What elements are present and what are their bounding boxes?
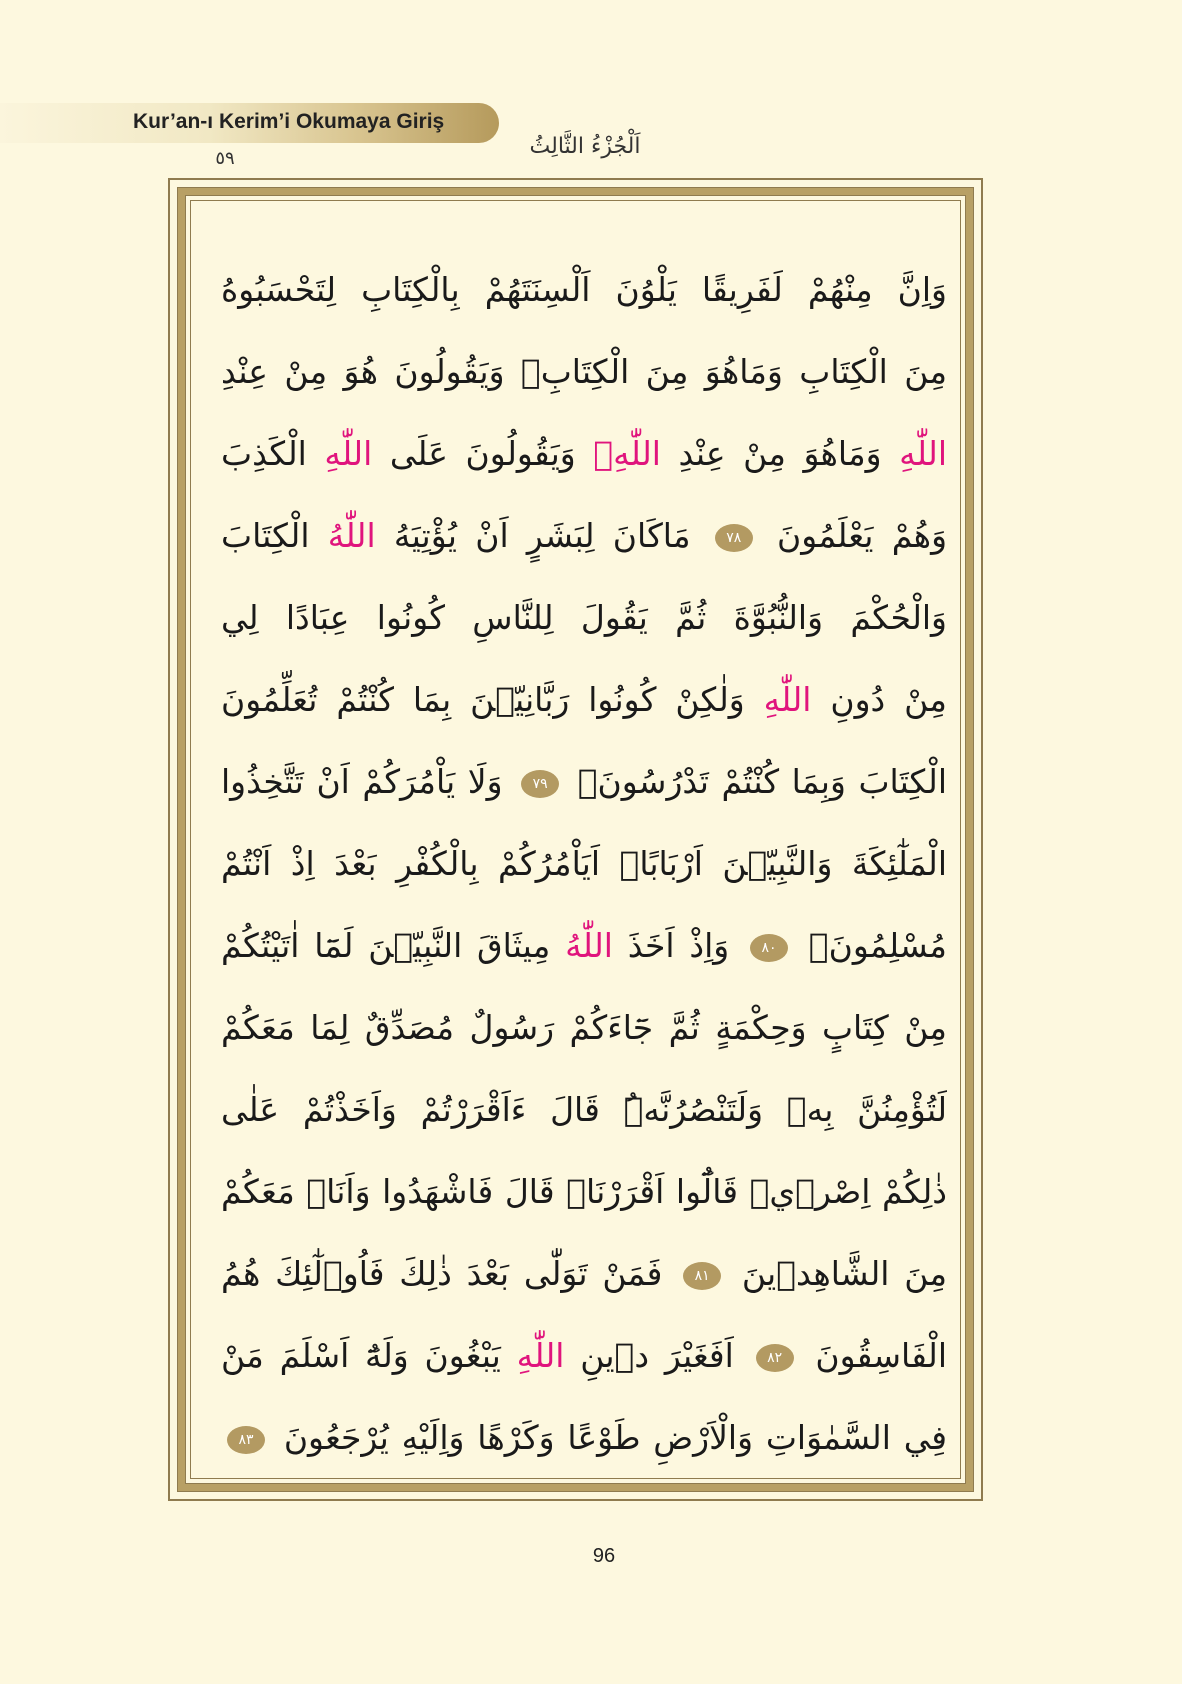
verse-line bbox=[221, 1069, 947, 1151]
inner-frame bbox=[185, 195, 966, 1484]
verse-line bbox=[221, 905, 947, 987]
verse-text: وَالْحُكْمَ وَالنُّبُوَّةَ ثُمَّ يَقُولَ لِلنَّاسِ كُونُوا عِبَادًا لِي bbox=[221, 598, 947, 637]
verse-line bbox=[221, 1151, 947, 1233]
verse-text: وَمَاهُوَ مِنْ عِنْدِ bbox=[660, 434, 900, 473]
ayah-number-badge: ٧٩ bbox=[521, 770, 559, 798]
verse-text: مِنْ دُونِ bbox=[811, 680, 947, 719]
verse-text: فِي السَّمٰوَاتِ وَالْاَرْضِ طَوْعًا وَكَرْهًا وَاِلَيْهِ يُرْجَعُونَ bbox=[271, 1418, 947, 1457]
quran-text-block bbox=[221, 249, 947, 1479]
verse-text: مِنَ الْكِتَابِ وَمَاهُوَ مِنَ الْكِتَابِۚ وَيَقُولُونَ هُوَ مِنْ عِنْدِ bbox=[221, 352, 947, 391]
ayah-number-badge: ٨٠ bbox=[750, 934, 788, 962]
verse-line bbox=[221, 987, 947, 1069]
arabic-page-number: ٥٩ bbox=[215, 148, 235, 169]
ayah-number-badge: ٨٢ bbox=[756, 1344, 794, 1372]
verse-text: الْكِتَابَ bbox=[221, 516, 328, 555]
verse-text: ۚ وَيَقُولُونَ عَلَى bbox=[372, 434, 594, 473]
verse-text: مِنْ كِتَابٍ وَحِكْمَةٍ ثُمَّ جَٓاءَكُمْ رَسُولٌ مُصَدِّقٌ لِمَا مَعَكُمْ bbox=[221, 1008, 947, 1047]
verse-text: مِنَ الشَّاهِد۪ينَ bbox=[727, 1254, 947, 1293]
verse-text: يَبْغُونَ وَلَهُٓ اَسْلَمَ مَنْ bbox=[221, 1336, 517, 1375]
page-frame bbox=[168, 178, 983, 1501]
verse-text: ذٰلِكُمْ اِصْر۪يۜ قَالُٓوا اَقْرَرْنَاۜ قَالَ فَاشْهَدُوا وَاَنَا۬ مَعَكُمْ bbox=[221, 1172, 947, 1211]
verse-text: وَهُمْ يَعْلَمُونَ bbox=[758, 516, 947, 555]
verse-text: الْكِتَابَ وَبِمَا كُنْتُمْ تَدْرُسُونَۙ bbox=[565, 762, 947, 801]
verse-text: وَلَا يَاْمُرَكُمْ اَنْ تَتَّخِذُوا bbox=[221, 762, 516, 801]
verse-line bbox=[221, 577, 947, 659]
allah-word: اللّٰهِ bbox=[763, 680, 812, 719]
verse-line bbox=[221, 1315, 947, 1397]
verse-text: فَمَنْ تَوَلّٰى بَعْدَ ذٰلِكَ فَاُو۬لٰٓئِكَ هُمُ bbox=[221, 1254, 678, 1293]
verse-text: الْمَلٰٓئِكَةَ وَالنَّبِيّ۪نَ اَرْبَابًاۜ اَيَاْمُرُكُمْ بِالْكُفْرِ بَعْدَ اِذْ اَنْتُمْ bbox=[221, 844, 947, 883]
allah-word: اللّٰهُ bbox=[565, 926, 613, 965]
allah-word: اللّٰهِ bbox=[593, 434, 661, 473]
juz-title: اَلْجُزْءُ الثَّالِثُ bbox=[529, 134, 641, 159]
verse-text: وَلٰكِنْ كُونُوا رَبَّانِيّ۪نَ بِمَا كُنْتُمْ تُعَلِّمُونَ bbox=[221, 680, 764, 719]
allah-word: اللّٰهِ bbox=[516, 1336, 565, 1375]
verse-line bbox=[221, 1233, 947, 1315]
allah-word: اللّٰهِ bbox=[324, 434, 373, 473]
ayah-number-badge: ٨١ bbox=[683, 1262, 721, 1290]
verse-line bbox=[221, 823, 947, 905]
verse-text: مِيثَاقَ النَّبِيّ۪نَ لَمَٓا اٰتَيْتُكُمْ bbox=[221, 926, 566, 965]
verse-line bbox=[221, 331, 947, 413]
allah-word: اللّٰهُ bbox=[327, 516, 376, 555]
allah-word: اللّٰهِ bbox=[899, 434, 947, 473]
ayah-number-badge: ٨٣ bbox=[227, 1426, 265, 1454]
verse-line bbox=[221, 413, 947, 495]
book-title: Kur’an-ı Kerim’i Okumaya Giriş bbox=[133, 110, 445, 133]
verse-line bbox=[221, 741, 947, 823]
verse-line bbox=[221, 249, 947, 331]
gold-frame-band bbox=[177, 187, 974, 1492]
verse-text: الْفَاسِقُونَ bbox=[799, 1336, 947, 1375]
verse-text: مَاكَانَ لِبَشَرٍ اَنْ يُؤْتِيَهُ bbox=[375, 516, 709, 555]
verse-line bbox=[221, 1397, 947, 1479]
text-panel bbox=[190, 200, 961, 1479]
verse-text: وَاِنَّ مِنْهُمْ لَفَرِيقًا يَلْوُنَ اَلْسِنَتَهُمْ بِالْكِتَابِ لِتَحْسَبُوهُ bbox=[221, 270, 947, 309]
verse-text: لَتُؤْمِنُنَّ بِه۪ وَلَتَنْصُرُنَّهُۜ قَالَ ءَاَقْرَرْتُمْ وَاَخَذْتُمْ عَلٰى bbox=[221, 1090, 947, 1129]
verse-text: وَاِذْ اَخَذَ bbox=[612, 926, 744, 965]
verse-text: الْكَذِبَ bbox=[221, 434, 325, 473]
verse-line bbox=[221, 659, 947, 741]
verse-line bbox=[221, 495, 947, 577]
footer-page-number: 96 bbox=[592, 1545, 616, 1567]
ayah-number-badge: ٧٨ bbox=[715, 524, 753, 552]
verse-text: اَفَغَيْرَ د۪ينِ bbox=[564, 1336, 750, 1375]
verse-text: مُسْلِمُونَ۟ bbox=[793, 926, 947, 965]
